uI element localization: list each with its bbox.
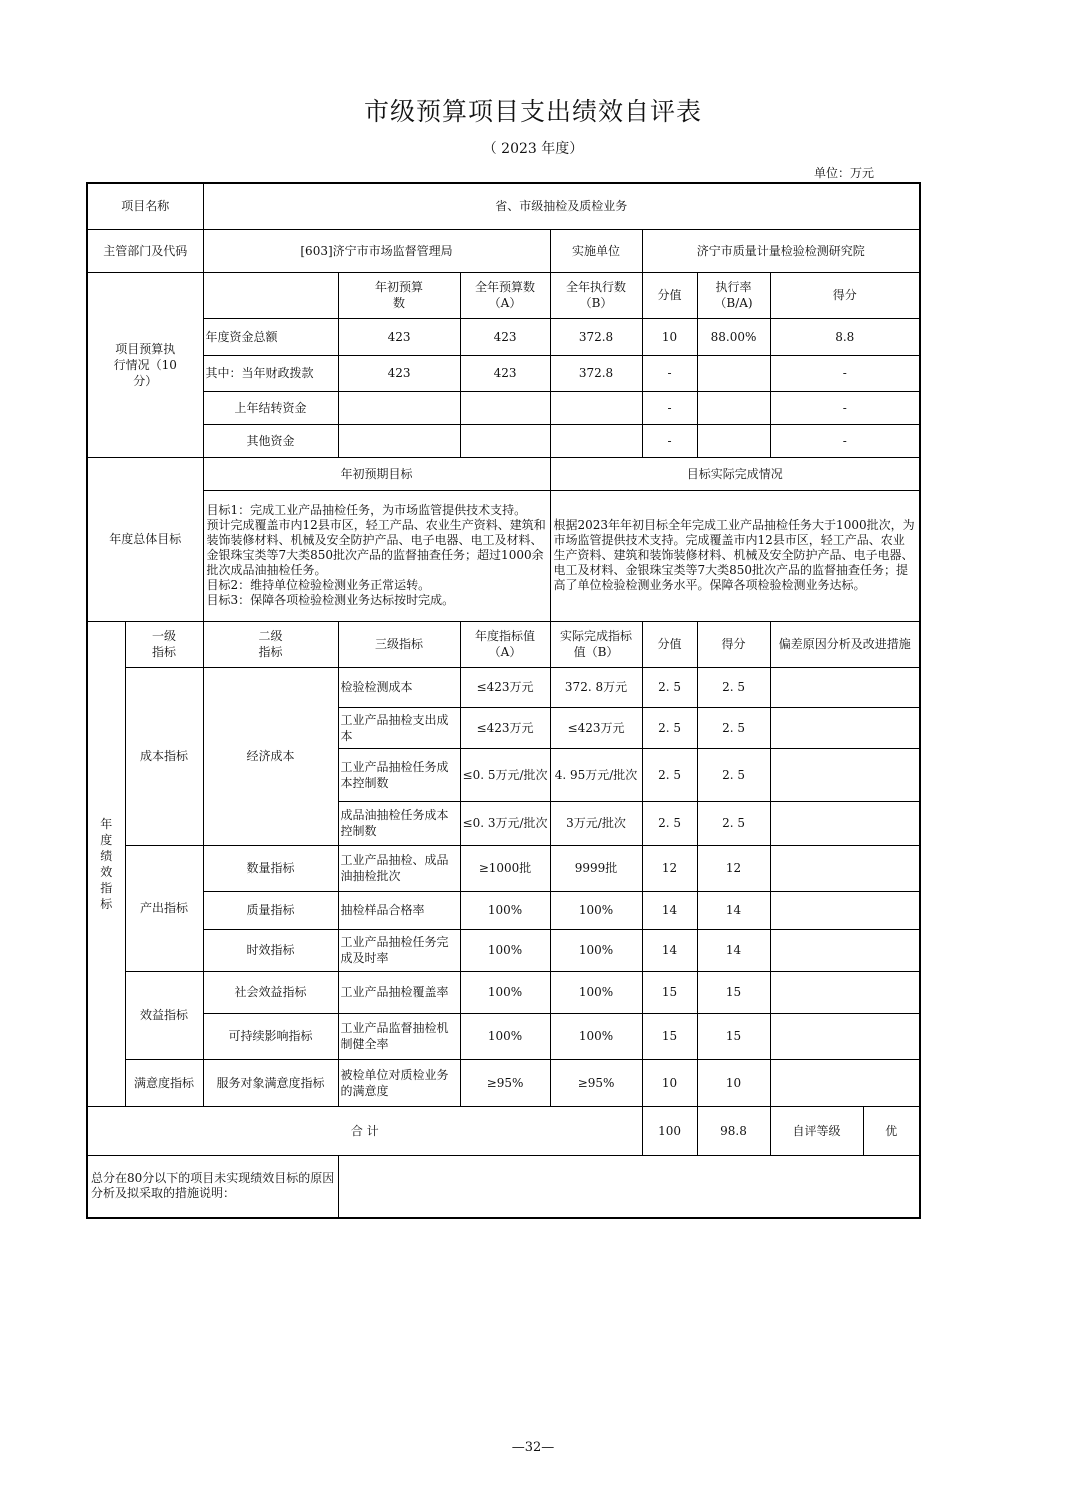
budget-row <box>87 391 920 424</box>
budget-header <box>697 272 770 318</box>
level3-cell: 抽检样品合格率 <box>338 891 460 929</box>
score-cell: 2. 5 <box>697 707 770 748</box>
budget-rate <box>697 391 770 424</box>
actual-cell: 100% <box>550 1013 642 1059</box>
col-target <box>460 621 550 667</box>
group-satisfaction: 满意度指标 <box>125 1059 203 1106</box>
year-subtitle: （ 2023 年度） <box>482 141 584 157</box>
actual-cell: 100% <box>550 971 642 1013</box>
target-cell: 100% <box>460 1013 550 1059</box>
indicator-row <box>87 929 920 971</box>
budget-score: - <box>770 355 920 391</box>
actual-cell: 100% <box>550 891 642 929</box>
planned-goal-header: 年初预期目标 <box>203 457 550 490</box>
budget-exec: 372.8 <box>550 318 642 355</box>
budget-exec: 372.8 <box>550 355 642 391</box>
actual-cell: 4. 95万元/批次 <box>550 748 642 801</box>
score-value-cell: 2. 5 <box>642 707 697 748</box>
dept-label: 主管部门及代码 <box>87 229 203 272</box>
total-row <box>87 1106 920 1155</box>
level3-cell: 成品油抽检任务成本控制数 <box>338 801 460 845</box>
level2-cell: 时效指标 <box>203 929 338 971</box>
budget-row-label: 其他资金 <box>203 424 338 457</box>
budget-section-label <box>87 272 203 457</box>
group-cost: 成本指标 <box>125 667 203 845</box>
planned-goal-line: 目标3：保障各项检验检测业务达标按时完成。 <box>206 593 455 607</box>
budget-score-value: - <box>642 391 697 424</box>
deviation-cell <box>770 1059 920 1106</box>
level2-cell: 质量指标 <box>203 891 338 929</box>
score-value-cell: 2. 5 <box>642 801 697 845</box>
score-cell: 2. 5 <box>697 667 770 707</box>
budget-score-value: - <box>642 355 697 391</box>
budget-initial: 423 <box>338 318 460 355</box>
total-score-value: 100 <box>642 1106 697 1155</box>
budget-header-rate: 执行率（B/A) <box>714 280 753 310</box>
budget-rate <box>697 355 770 391</box>
target-cell: ≤0. 3万元/批次 <box>460 801 550 845</box>
score-value-cell: 2. 5 <box>642 667 697 707</box>
indicator-row <box>87 667 920 707</box>
score-cell: 14 <box>697 929 770 971</box>
deviation-cell <box>770 748 920 801</box>
budget-annual <box>460 391 550 424</box>
group-benefit: 效益指标 <box>125 971 203 1059</box>
score-value-cell: 10 <box>642 1059 697 1106</box>
score-value-cell: 14 <box>642 891 697 929</box>
col-level1-text: 一级指标 <box>151 629 176 659</box>
level3-cell: 工业产品抽检覆盖率 <box>338 971 460 1013</box>
level3-cell: 工业产品抽检支出成本 <box>338 707 460 748</box>
group-output: 产出指标 <box>125 845 203 971</box>
level2-cell: 服务对象满意度指标 <box>203 1059 338 1106</box>
total-score: 98.8 <box>697 1106 770 1155</box>
indicator-row <box>87 971 920 1013</box>
deviation-cell <box>770 1013 920 1059</box>
col-score-value: 分值 <box>642 621 697 667</box>
budget-exec <box>550 391 642 424</box>
planned-goal-text <box>203 490 550 621</box>
score-cell: 2. 5 <box>697 801 770 845</box>
score-cell: 12 <box>697 845 770 891</box>
budget-header-exec: 全年执行数（B） <box>566 280 627 310</box>
budget-header-annual: 全年预算数（A） <box>475 280 536 310</box>
deviation-cell <box>770 667 920 707</box>
budget-score: - <box>770 391 920 424</box>
budget-initial <box>338 391 460 424</box>
budget-score-value: - <box>642 424 697 457</box>
impl-value: 济宁市质量计量检验检测研究院 <box>642 229 920 272</box>
actual-cell: ≥95% <box>550 1059 642 1106</box>
indicators-section-label <box>87 621 125 1106</box>
col-score: 得分 <box>697 621 770 667</box>
planned-goal-line: 目标1：完成工业产品抽检任务，为市场监管提供技术支持。 <box>206 503 527 517</box>
deviation-cell <box>770 845 920 891</box>
level2-cell: 可持续影响指标 <box>203 1013 338 1059</box>
level2-cell: 社会效益指标 <box>203 971 338 1013</box>
budget-header-score: 得分 <box>770 272 920 318</box>
budget-row-label: 年度资金总额 <box>203 318 338 355</box>
col-level2 <box>203 621 338 667</box>
dept-value: [603]济宁市市场监督管理局 <box>203 229 550 272</box>
project-name-label: 项目名称 <box>87 183 203 229</box>
level2-cell: 经济成本 <box>203 667 338 845</box>
budget-row <box>87 318 920 355</box>
score-cell: 15 <box>697 1013 770 1059</box>
budget-score: 8.8 <box>770 318 920 355</box>
indicator-row <box>87 1059 920 1106</box>
col-level1 <box>125 621 203 667</box>
score-value-cell: 15 <box>642 1013 697 1059</box>
budget-header <box>460 272 550 318</box>
target-cell: 100% <box>460 971 550 1013</box>
deviation-cell <box>770 971 920 1013</box>
col-actual-text: 实际完成指标值（B） <box>560 629 633 659</box>
budget-score: - <box>770 424 920 457</box>
budget-annual <box>460 424 550 457</box>
target-cell: ≥1000批 <box>460 845 550 891</box>
project-name: 省、市级抽检及质检业务 <box>203 183 920 229</box>
budget-score-value: 10 <box>642 318 697 355</box>
planned-goal-line: 预计完成覆盖市内12县市区，轻工产品、农业生产资料、建筑和装饰装修材料、机械及安全防护产品、电子电器、电工及材料、金银珠宝类等7大类850批次产品的监督抽查任务；超过1000余批次成品油抽检任务。 <box>206 518 546 577</box>
budget-exec <box>550 424 642 457</box>
indicators-section-text: 年度绩效指标 <box>100 816 113 911</box>
impl-label: 实施单位 <box>550 229 642 272</box>
grade-value: 优 <box>863 1106 920 1155</box>
budget-header <box>550 272 642 318</box>
target-cell: 100% <box>460 891 550 929</box>
target-cell: ≤423万元 <box>460 667 550 707</box>
col-level3: 三级指标 <box>338 621 460 667</box>
grade-label: 自评等级 <box>770 1106 863 1155</box>
remark-row <box>87 1155 920 1218</box>
deviation-cell <box>770 707 920 748</box>
level3-cell: 检验检测成本 <box>338 667 460 707</box>
unit-label: 单位：万元 <box>814 166 875 180</box>
budget-header <box>338 272 460 318</box>
page-title: 市级预算项目支出绩效自评表 <box>363 97 702 126</box>
level3-cell: 工业产品监督抽检机制健全率 <box>338 1013 460 1059</box>
level3-cell: 被检单位对质检业务的满意度 <box>338 1059 460 1106</box>
goals-section-label: 年度总体目标 <box>87 457 203 621</box>
score-value-cell: 15 <box>642 971 697 1013</box>
target-cell: ≤0. 5万元/批次 <box>460 748 550 801</box>
level3-cell: 工业产品抽检任务完成及时率 <box>338 929 460 971</box>
col-deviation: 偏差原因分析及改进措施 <box>770 621 920 667</box>
budget-rate <box>697 424 770 457</box>
planned-goal-line: 目标2：维持单位检验检测业务正常运转。 <box>206 578 431 592</box>
col-actual <box>550 621 642 667</box>
target-cell: ≥95% <box>460 1059 550 1106</box>
indicator-row <box>87 845 920 891</box>
actual-cell: 3万元/批次 <box>550 801 642 845</box>
indicator-row <box>87 1013 920 1059</box>
deviation-cell <box>770 801 920 845</box>
deviation-cell <box>770 891 920 929</box>
score-cell: 2. 5 <box>697 748 770 801</box>
budget-header-score-value: 分值 <box>642 272 697 318</box>
budget-annual: 423 <box>460 355 550 391</box>
level2-cell: 数量指标 <box>203 845 338 891</box>
col-level2-text: 二级指标 <box>258 629 283 659</box>
score-cell: 15 <box>697 971 770 1013</box>
performance-table <box>86 182 921 1219</box>
budget-row <box>87 424 920 457</box>
level3-cell: 工业产品抽检、成品油抽检批次 <box>338 845 460 891</box>
budget-header-blank <box>203 272 338 318</box>
level3-cell: 工业产品抽检任务成本控制数 <box>338 748 460 801</box>
score-cell: 14 <box>697 891 770 929</box>
actual-goal-text: 根据2023年年初目标全年完成工业产品抽检任务大于1000批次，为市场监管提供技术支持。完成覆盖市内12县市区，轻工产品、农业生产资料、建筑和装饰装修材料、机械及安全防护产品、电子电器、电工及材料、金银珠宝类等7大类850批次产品的监督抽查任务；提高了单位检验检测业务水平。保障各项检验检测业务达标。 <box>550 490 920 621</box>
actual-cell: 100% <box>550 929 642 971</box>
actual-cell: 372. 8万元 <box>550 667 642 707</box>
target-cell: ≤423万元 <box>460 707 550 748</box>
budget-row <box>87 355 920 391</box>
budget-section-text: 项目预算执行情况（10分） <box>113 341 177 388</box>
budget-annual: 423 <box>460 318 550 355</box>
target-cell: 100% <box>460 929 550 971</box>
score-value-cell: 2. 5 <box>642 748 697 801</box>
actual-goal-header: 目标实际完成情况 <box>550 457 920 490</box>
actual-cell: ≤423万元 <box>550 707 642 748</box>
score-value-cell: 14 <box>642 929 697 971</box>
budget-initial <box>338 424 460 457</box>
actual-cell: 9999批 <box>550 845 642 891</box>
budget-initial: 423 <box>338 355 460 391</box>
total-label: 合 计 <box>87 1106 642 1155</box>
budget-rate: 88.00% <box>697 318 770 355</box>
score-value-cell: 12 <box>642 845 697 891</box>
score-cell: 10 <box>697 1059 770 1106</box>
remark-label: 总分在80分以下的项目未实现绩效目标的原因分析及拟采取的措施说明： <box>87 1155 338 1218</box>
page-number: —32— <box>511 1440 555 1455</box>
deviation-cell <box>770 929 920 971</box>
col-target-text: 年度指标值（A） <box>475 629 536 659</box>
budget-row-label: 上年结转资金 <box>203 391 338 424</box>
indicator-row <box>87 891 920 929</box>
budget-header-initial: 年初预算数 <box>375 280 424 310</box>
budget-row-label: 其中：当年财政拨款 <box>203 355 338 391</box>
remark-value <box>338 1155 920 1218</box>
